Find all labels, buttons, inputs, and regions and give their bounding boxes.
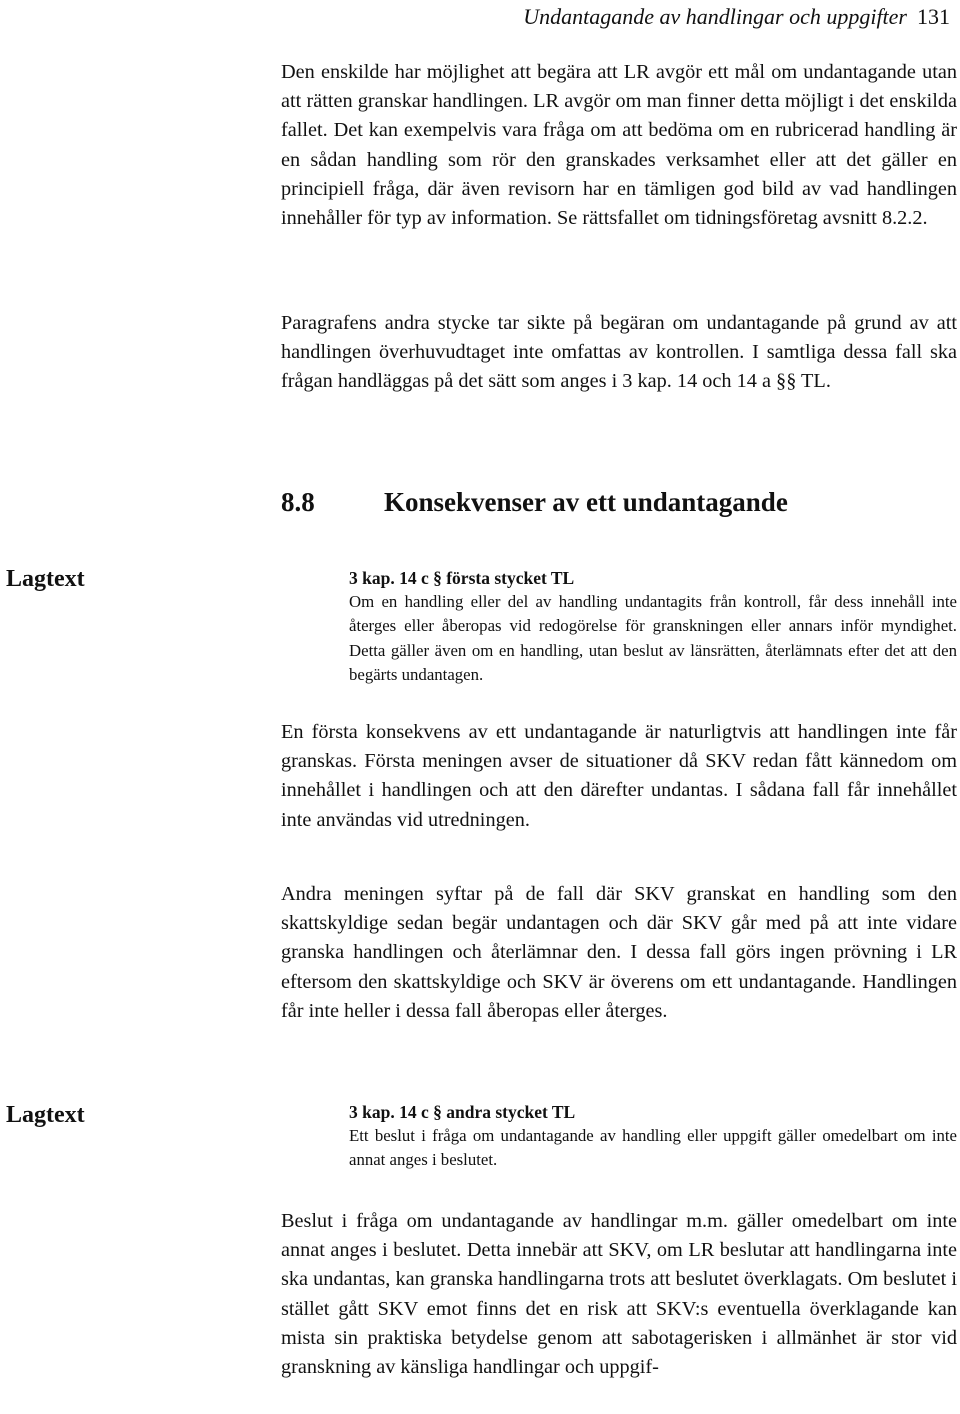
paragraph-second-sentence: Andra meningen syftar på de fall där SKV granskat en handling som den skattskyldige sedan begär undantagen och där SKV går med på att inte vidare granska handlingen och återlämnar den. I dessa fall görs ingen prövning i LR eftersom den skattskyldige och SKV är överens om ett undantagande. Handlingen får inte heller i dessa fall åberopas eller återges.: [281, 883, 957, 1022]
running-header-title: Undantagande av handlingar och uppgifter: [523, 4, 907, 29]
lagtext-block-1: [349, 566, 957, 688]
paragraph-second-subsection: Paragrafens andra stycke tar sikte på begäran om undantagande på grund av att handlingen överhuvudtaget inte omfattas av kontrollen. I samtliga dessa fall ska frågan handläggas på det sätt som anges i 3 kap. 14 och 14 a §§ TL.: [281, 312, 957, 393]
section-title: Konsekvenser av ett undantagande: [384, 487, 788, 517]
paragraph-first-consequence: En första konsekvens av ett undantagande är naturligtvis att handlingen inte får granskas. Första meningen avser de situationer då SKV redan fått kännedom om innehållet i handlingen och att den därefter undantas. I sådana fall får innehållet inte användas vid utredningen.: [281, 721, 957, 831]
section-number: 8.8: [281, 487, 315, 517]
paragraph-request-without-review: Den enskilde har möjlighet att begära att LR avgör ett mål om undantagande utan att rätten granskar handlingen. LR avgör om man finner detta möjligt i det enskilda fallet. Det kan exempelvis vara fråga om att bedöma om en rubricerad handling är en sådan handling som rör den granskades verksamhet eller att det gäller en principiell fråga, där även revisorn har en tämligen god bild av vad handlingen innehåller för typ av information. Se rättsfallet om tidningsföretag avsnitt 8.2.2.: [281, 61, 957, 230]
lagtext-text: Om en handling eller del av handling undantagits från kontroll, får dess innehåll inte återges eller åberopas vid redogörelse för granskningen eller annars inför myndighet. Detta gäller även om en handling, utan beslut av länsrätten, återlämnats efter det att den begärts undantagen.: [349, 592, 957, 685]
paragraph-decision-effect: Beslut i fråga om undantagande av handlingar m.m. gäller omedelbart om inte annat anges i beslutet. Detta innebär att SKV, om LR beslutar att handlingarna inte ska undantas, kan granska handlingarna trots att beslutet överklagats. Om beslutet i stället gått SKV emot finns det en risk att SKV:s eventuella överklagande kan mista sin praktiska betydelse genom att sabotagerisken i allmänhet är stor vid granskning av känsliga handlingar och uppgif-: [281, 1210, 957, 1379]
lagtext-reference: 3 kap. 14 c § andra stycket TL: [349, 1102, 576, 1122]
margin-label-lagtext-1: Lagtext: [6, 566, 85, 592]
running-header: [523, 4, 950, 30]
lagtext-text: Ett beslut i fråga om undantagande av handling eller uppgift gäller omedelbart om inte annat anges i beslutet.: [349, 1126, 957, 1170]
page-number: 131: [917, 4, 950, 29]
lagtext-reference: 3 kap. 14 c § första stycket TL: [349, 568, 575, 588]
section-heading: [281, 487, 788, 518]
lagtext-block-2: [349, 1100, 957, 1173]
margin-label-lagtext-2: Lagtext: [6, 1102, 85, 1128]
